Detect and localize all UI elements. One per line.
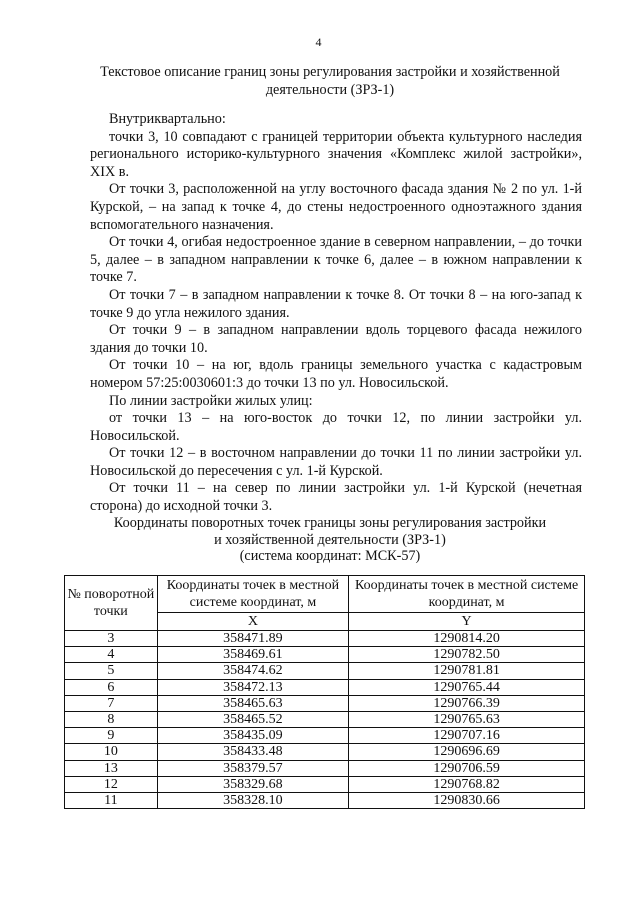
point-number: 12: [65, 776, 158, 792]
paragraph: От точки 7 – в западном направлении к точке 8. От точки 8 – на юго-запад к точке 9 до угла нежилого здания.: [90, 286, 582, 321]
header-y-axis: Y: [349, 613, 585, 631]
point-number: 13: [65, 760, 158, 776]
table-title-line: и хозяйственной деятельности (ЗРЗ-1): [214, 531, 446, 548]
paragraph: От точки 10 – на юг, вдоль границы земельного участка с кадастровым номером 57:25:0030601:3 до точки 13 по ул. Новосильской.: [90, 357, 582, 391]
table-row: [65, 663, 585, 679]
y-value: 1290765.63: [349, 711, 585, 727]
table-row: [65, 776, 585, 792]
y-value: 1290766.39: [349, 695, 585, 711]
y-value: 1290814.20: [349, 631, 585, 647]
point-number: 4: [65, 647, 158, 663]
x-value: 358474.62: [157, 663, 348, 679]
x-value: 358465.52: [157, 711, 348, 727]
point-number: 9: [65, 728, 158, 744]
x-value: 358469.61: [157, 647, 348, 663]
point-number: 11: [65, 792, 158, 808]
point-number: 6: [65, 679, 158, 695]
y-value: 1290706.59: [349, 760, 585, 776]
point-number: 8: [65, 711, 158, 727]
x-value: 358465.63: [157, 695, 348, 711]
table-row: [65, 711, 585, 727]
table-row: [65, 631, 585, 647]
y-value: 1290765.44: [349, 679, 585, 695]
table-row: [65, 744, 585, 760]
paragraph: От точки 3, расположенной на углу восточного фасада здания № 2 по ул. 1-й Курской, – на запад к точке 4, до стены недостроенного одноэтажного здания вспомогательного назначения.: [90, 181, 582, 233]
paragraph: От точки 11 – на север по линии застройки ул. 1-й Курской (нечетная сторона) до исходной точки 3.: [90, 480, 582, 515]
header-x-coordinates: Координаты точек в местной системе координат, м: [157, 576, 348, 613]
table-row: [65, 760, 585, 776]
table-row: [65, 679, 585, 695]
y-value: 1290768.82: [349, 776, 585, 792]
table-row: [65, 647, 585, 663]
section-title: Текстовое описание границ зоны регулирования застройки и хозяйственной деятельности (ЗРЗ-1): [100, 64, 560, 98]
y-value: 1290782.50: [349, 647, 585, 663]
x-value: 358328.10: [157, 792, 348, 808]
y-value: 1290696.69: [349, 744, 585, 760]
boundary-description: [90, 111, 582, 516]
paragraph: По линии застройки жилых улиц:: [109, 392, 313, 409]
y-value: 1290830.66: [349, 792, 585, 808]
x-value: 358471.89: [157, 631, 348, 647]
paragraph: от точки 13 – на юго-восток до точки 12, по линии застройки ул. Новосильской.: [90, 410, 582, 444]
paragraph: точки 3, 10 совпадают с границей территории объекта культурного наследия регионального историко-культурного значения «Комплекс жилой застройки», XIX в.: [90, 128, 582, 180]
header-x-axis: X: [157, 613, 348, 631]
x-value: 358433.48: [157, 744, 348, 760]
point-number: 5: [65, 663, 158, 679]
point-number: 7: [65, 695, 158, 711]
x-value: 358435.09: [157, 728, 348, 744]
page-number: 4: [315, 35, 322, 49]
point-number: 10: [65, 744, 158, 760]
table-title: [70, 515, 590, 565]
paragraph: Внутриквартально:: [109, 111, 226, 127]
y-value: 1290707.16: [349, 728, 585, 744]
paragraph: От точки 4, огибая недостроенное здание в северном направлении, – до точки 5, далее – в западном направлении к точке 6, далее – в южном направлении к точке 7.: [90, 234, 582, 286]
table-title-line: (система координат: МСК-57): [239, 548, 421, 564]
x-value: 358472.13: [157, 679, 348, 695]
header-point-number: № поворотной точки: [65, 576, 158, 631]
x-value: 358329.68: [157, 776, 348, 792]
x-value: 358379.57: [157, 760, 348, 776]
table-row: [65, 728, 585, 744]
paragraph: От точки 9 – в западном направлении вдоль торцевого фасада нежилого здания до точки 10.: [90, 322, 582, 356]
table-title-line: Координаты поворотных точек границы зоны регулирования застройки: [113, 515, 547, 531]
coordinates-table: [64, 575, 585, 809]
paragraph: От точки 12 – в восточном направлении до точки 11 по линии застройки ул. Новосильской до пересечения с ул. 1-й Курской.: [90, 445, 582, 479]
table-row: [65, 792, 585, 808]
table-row: [65, 695, 585, 711]
header-y-coordinates: Координаты точек в местной системе координат, м: [349, 576, 585, 613]
point-number: 3: [65, 631, 158, 647]
y-value: 1290781.81: [349, 663, 585, 679]
